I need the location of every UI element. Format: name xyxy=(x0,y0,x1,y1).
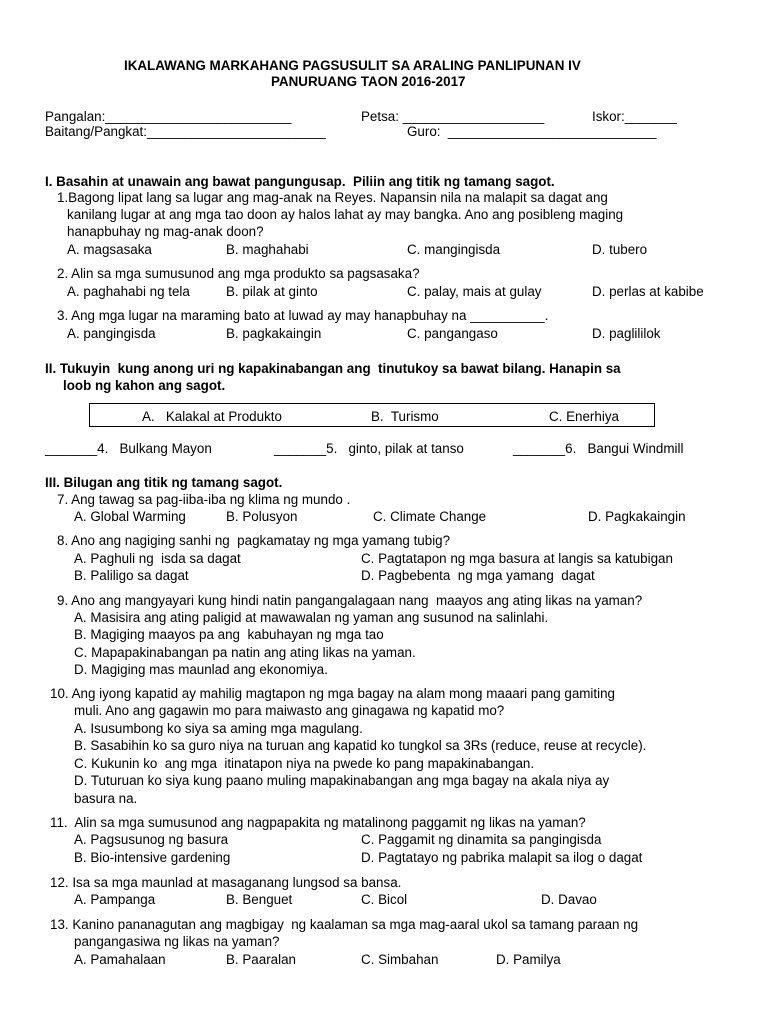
q8-choice-a[interactable]: A. Paghuli ng isda sa dagat xyxy=(74,551,241,566)
q13-choice-b[interactable]: B. Paaralan xyxy=(226,952,296,967)
q1-line3: hanapbuhay ng mag-anak doon? xyxy=(67,224,264,239)
q3-text: 3. Ang mga lugar na maraming bato at luwad ay may hanapbuhay na __________. xyxy=(57,308,549,323)
q8-choice-c[interactable]: C. Pagtatapon ng mga basura at langis sa katubigan xyxy=(361,551,673,566)
q9-text: 9. Ano ang mangyayari kung hindi natin pangangalagaan nang maayos ang ating likas na yaman? xyxy=(57,593,643,608)
part2-heading-line1: II. Tukuyin kung anong uri ng kapakinabangan ang tinutukoy sa bawat bilang. Hanapin sa xyxy=(45,361,621,376)
q10-choice-c[interactable]: C. Kukunin ko ang mga itinatapon niya na pwede ko pang mapakinabangan. xyxy=(74,756,535,771)
part3-heading: III. Bilugan ang titik ng tamang sagot. xyxy=(45,475,283,490)
score-field[interactable]: Iskor:_______ xyxy=(592,109,677,124)
q3-choice-d[interactable]: D. paglililok xyxy=(592,326,661,341)
q9-choice-b[interactable]: B. Magiging maayos pa ang kabuhayan ng mga tao xyxy=(74,627,384,642)
q7-text: 7. Ang tawag sa pag-iiba-iba ng klima ng mundo . xyxy=(57,492,351,507)
q12-choice-d[interactable]: D. Davao xyxy=(541,892,597,907)
q11-choice-b[interactable]: B. Bio-intensive gardening xyxy=(74,850,231,865)
q9-choice-c[interactable]: C. Mapapakinabangan pa natin ang ating likas na yaman. xyxy=(74,645,416,660)
exam-title: IKALAWANG MARKAHANG PAGSUSULIT SA ARALING PANLIPUNAN IV xyxy=(124,58,581,73)
q1-choice-a[interactable]: A. magsasaka xyxy=(67,242,152,257)
box-option-b: B. Turismo xyxy=(371,409,439,424)
q8-choice-d[interactable]: D. Pagbebenta ng mga yamang dagat xyxy=(361,568,595,583)
q1-line2: kanilang lugar at ang mga tao doon ay halos lahat ay may bangka. Ano ang posibleng maging xyxy=(67,207,624,222)
q7-choice-b[interactable]: B. Polusyon xyxy=(226,509,298,524)
q9-choice-a[interactable]: A. Masisira ang ating paligid at mawawalan ng yaman ang susunod na salinlahi. xyxy=(74,610,549,625)
part2-heading-line2: loob ng kahon ang sagot. xyxy=(63,378,226,393)
q10-choice-d[interactable]: D. Tuturuan ko siya kung paano muling mapakinabangan ang mga bagay na akala niya ay xyxy=(74,773,610,788)
q12-choice-b[interactable]: B. Benguet xyxy=(226,892,293,907)
q1-choice-b[interactable]: B. maghahabi xyxy=(226,242,309,257)
q12-choice-c[interactable]: C. Bicol xyxy=(361,892,408,907)
q2-choice-d[interactable]: D. perlas at kabibe xyxy=(592,284,704,299)
q2-text: 2. Alin sa mga sumusunod ang mga produkto sa pagsasaka? xyxy=(57,266,420,281)
q13-choice-c[interactable]: C. Simbahan xyxy=(361,952,439,967)
name-field[interactable]: Pangalan:_________________________ xyxy=(45,109,292,124)
q7-choice-a[interactable]: A. Global Warming xyxy=(74,509,186,524)
q11-text: 11. Alin sa mga sumusunod ang nagpapakita ng matalinong paggamit ng likas na yaman? xyxy=(50,815,586,830)
date-field[interactable]: Petsa: ___________________ xyxy=(361,109,545,124)
q11-choice-c[interactable]: C. Paggamit ng dinamita sa pangingisda xyxy=(361,832,602,847)
q2-choice-b[interactable]: B. pilak at ginto xyxy=(226,284,318,299)
q10-line1: 10. Ang iyong kapatid ay mahilig magtapon ng mga bagay na alam mong maaari pang gamiting xyxy=(50,686,615,701)
q10-choice-b[interactable]: B. Sasabihin ko sa guro niya na turuan ang kapatid ko tungkol sa 3Rs (reduce, reuse at recycle). xyxy=(74,738,647,753)
q7-choice-c[interactable]: C. Climate Change xyxy=(373,509,487,524)
q10-line2: muli. Ano ang gagawin mo para maiwasto ang ginagawa ng kapatid mo? xyxy=(74,703,505,718)
q6-item[interactable]: _______6. Bangui Windmill xyxy=(513,441,684,456)
q13-choice-a[interactable]: A. Pamahalaan xyxy=(74,952,166,967)
q2-choice-a[interactable]: A. paghahabi ng tela xyxy=(67,284,190,299)
q12-choice-a[interactable]: A. Pampanga xyxy=(74,892,156,907)
q3-choice-a[interactable]: A. pangingisda xyxy=(67,326,156,341)
q5-item[interactable]: _______5. ginto, pilak at tanso xyxy=(274,441,464,456)
q7-choice-d[interactable]: D. Pagkakaingin xyxy=(588,509,686,524)
q11-choice-d[interactable]: D. Pagtatayo ng pabrika malapit sa ilog o dagat xyxy=(361,850,643,865)
q13-line2: pangangasiwa ng likas na yaman? xyxy=(74,934,280,949)
q3-choice-b[interactable]: B. pagkakaingin xyxy=(226,326,322,341)
q1-choice-c[interactable]: C. mangingisda xyxy=(407,242,501,257)
part1-heading: I. Basahin at unawain ang bawat pangungusap. Piliin ang titik ng tamang sagot. xyxy=(45,174,555,189)
box-option-a: A. Kalakal at Produkto xyxy=(142,409,282,424)
q1-line1: 1.Bagong lipat lang sa lugar ang mag-anak na Reyes. Napansin nila na malapit sa dagat ang xyxy=(57,190,608,205)
teacher-field[interactable]: Guro: ____________________________ xyxy=(407,124,657,139)
q8-text: 8. Ano ang nagiging sanhi ng pagkamatay ng mga yamang tubig? xyxy=(57,533,451,548)
box-option-c: C. Enerhiya xyxy=(549,409,619,424)
q8-choice-b[interactable]: B. Paliligo sa dagat xyxy=(74,568,189,583)
q10-choice-d-cont: basura na. xyxy=(74,791,138,806)
school-year: PANURUANG TAON 2016-2017 xyxy=(271,74,466,89)
q4-item[interactable]: _______4. Bulkang Mayon xyxy=(45,441,212,456)
q3-choice-c[interactable]: C. pangangaso xyxy=(407,326,498,341)
q2-choice-c[interactable]: C. palay, mais at gulay xyxy=(407,284,542,299)
q13-choice-d[interactable]: D. Pamilya xyxy=(496,952,561,967)
q13-line1: 13. Kanino pananagutan ang magbigay ng kaalaman sa mga mag-aaral ukol sa tamang paraan ng xyxy=(50,917,639,932)
q1-choice-d[interactable]: D. tubero xyxy=(592,242,648,257)
q11-choice-a[interactable]: A. Pagsusunog ng basura xyxy=(74,832,229,847)
q12-text: 12. Isa sa mga maunlad at masaganang lungsod sa bansa. xyxy=(50,875,402,890)
grade-section-field[interactable]: Baitang/Pangkat:________________________ xyxy=(45,124,326,139)
q10-choice-a[interactable]: A. Isusumbong ko siya sa aming mga magulang. xyxy=(74,721,363,736)
q9-choice-d[interactable]: D. Magiging mas maunlad ang ekonomiya. xyxy=(74,662,328,677)
